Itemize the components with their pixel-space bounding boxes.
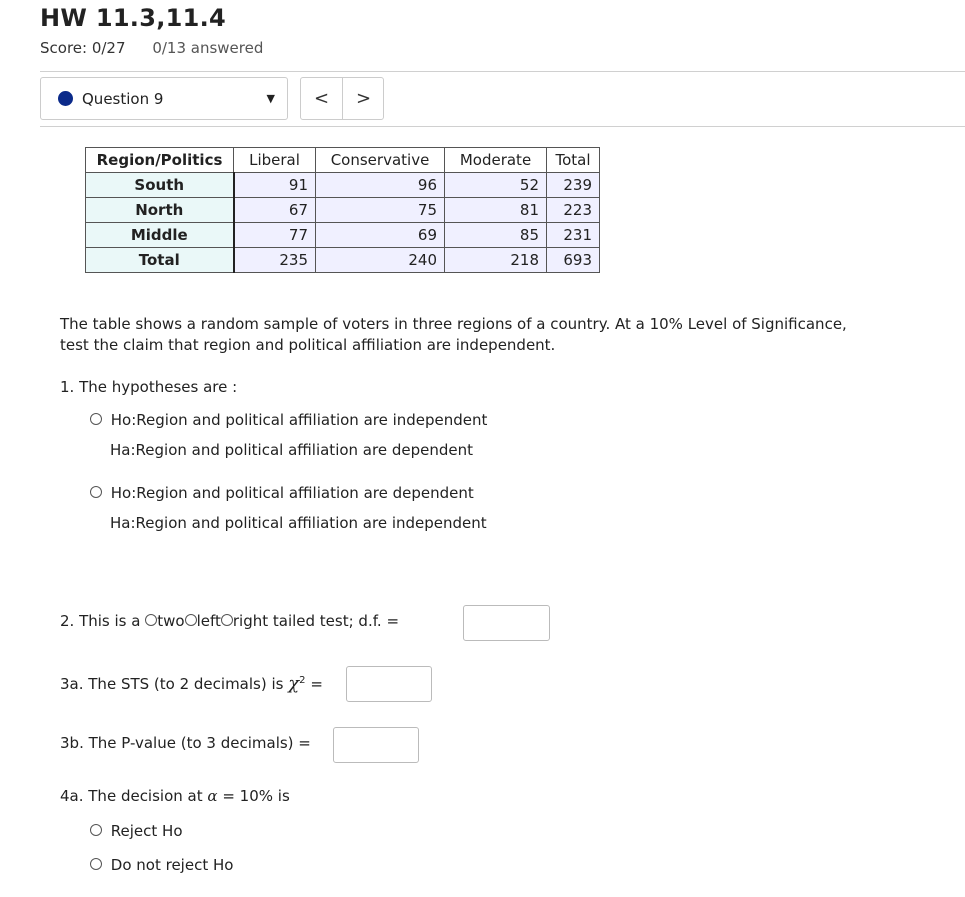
- chi-superscript: 2: [299, 675, 306, 686]
- q2-line: [60, 612, 399, 630]
- radio-button[interactable]: [90, 486, 102, 498]
- pvalue-input[interactable]: [333, 727, 419, 763]
- question-select-label: Question 9: [82, 90, 164, 108]
- q4a-line: [60, 787, 290, 805]
- option-ho-text: Ho:Region and political affiliation are independent: [110, 411, 488, 429]
- table-cell: 240: [316, 248, 445, 273]
- table-cell: 96: [316, 173, 445, 198]
- table-cell: 239: [547, 173, 600, 198]
- table-cell: 85: [445, 223, 547, 248]
- option-two-label: two: [157, 612, 185, 630]
- row-label: Total: [86, 248, 234, 273]
- table-header: Total: [547, 148, 600, 173]
- q3a-line: [60, 673, 323, 694]
- alpha-symbol: α: [207, 787, 218, 805]
- table-header: Liberal: [234, 148, 316, 173]
- row-label: Middle: [86, 223, 234, 248]
- question-nav: [300, 77, 384, 120]
- radio-right-tailed[interactable]: [221, 614, 233, 626]
- page-title: HW 11.3,11.4: [40, 4, 227, 32]
- radio-button[interactable]: [90, 413, 102, 425]
- table-cell: 235: [234, 248, 316, 273]
- table-row: [86, 198, 600, 223]
- q1-label: 1. The hypotheses are :: [60, 378, 238, 396]
- table-header-row: [86, 148, 600, 173]
- table-cell: 69: [316, 223, 445, 248]
- q4a-label-post: = 10% is: [222, 787, 290, 805]
- radio-left-tailed[interactable]: [185, 614, 197, 626]
- decision-reject-label: Reject Ho: [110, 822, 183, 840]
- option-ha-text: Ha:Region and political affiliation are dependent: [110, 441, 473, 459]
- q2-prefix: 2. This is a: [60, 612, 141, 630]
- chi-symbol: χ: [288, 673, 300, 694]
- problem-line: The table shows a random sample of voters in three regions of a country. At a 10% Level of Significance,: [60, 315, 847, 333]
- df-input[interactable]: [463, 605, 550, 641]
- table-header: Region/Politics: [86, 148, 234, 173]
- problem-line: test the claim that region and political affiliation are independent.: [60, 336, 556, 354]
- decision-option-not-reject[interactable]: [90, 856, 233, 874]
- divider-top: [40, 71, 965, 72]
- hypothesis-option-2[interactable]: [90, 484, 474, 502]
- equals-sign: =: [310, 675, 323, 693]
- q3a-label: 3a. The STS (to 2 decimals) is: [60, 675, 284, 693]
- next-question-button[interactable]: >: [355, 88, 372, 109]
- table-row: [86, 223, 600, 248]
- score-bar: [40, 39, 263, 57]
- table-cell: 81: [445, 198, 547, 223]
- decision-not-reject-label: Do not reject Ho: [110, 856, 234, 874]
- prev-question-button[interactable]: <: [301, 78, 343, 119]
- table-header: Moderate: [445, 148, 547, 173]
- question-select[interactable]: [40, 77, 288, 120]
- table-cell: 91: [234, 173, 316, 198]
- table-header: Conservative: [316, 148, 445, 173]
- radio-button[interactable]: [90, 824, 102, 836]
- problem-statement: [60, 314, 940, 356]
- table-cell: 693: [547, 248, 600, 273]
- table-cell: 52: [445, 173, 547, 198]
- divider-bottom: [40, 126, 965, 127]
- radio-two-tailed[interactable]: [145, 614, 157, 626]
- table-row: [86, 248, 600, 273]
- decision-option-reject[interactable]: [90, 822, 183, 840]
- score-text: Score: 0/27: [40, 39, 126, 57]
- contingency-table: [85, 147, 600, 273]
- table-cell: 77: [234, 223, 316, 248]
- question-status-dot: [58, 91, 73, 106]
- q4a-label-pre: 4a. The decision at: [60, 787, 203, 805]
- option-right-label: right tailed test; d.f. =: [232, 612, 400, 630]
- table-row: [86, 173, 600, 198]
- row-label: North: [86, 198, 234, 223]
- q3b-label: 3b. The P-value (to 3 decimals) =: [60, 734, 311, 752]
- table-cell: 67: [234, 198, 316, 223]
- table-cell: 223: [547, 198, 600, 223]
- row-label: South: [86, 173, 234, 198]
- table-cell: 218: [445, 248, 547, 273]
- answered-count: 0/13 answered: [152, 39, 264, 57]
- sts-input[interactable]: [346, 666, 432, 702]
- radio-button[interactable]: [90, 858, 102, 870]
- dropdown-arrow-icon: ▼: [266, 92, 275, 105]
- table-cell: 231: [547, 223, 600, 248]
- hypothesis-option-1[interactable]: [90, 411, 487, 429]
- table-cell: 75: [316, 198, 445, 223]
- option-ha-text: Ha:Region and political affiliation are independent: [110, 514, 487, 532]
- option-ho-text: Ho:Region and political affiliation are dependent: [110, 484, 474, 502]
- option-left-label: left: [196, 612, 221, 630]
